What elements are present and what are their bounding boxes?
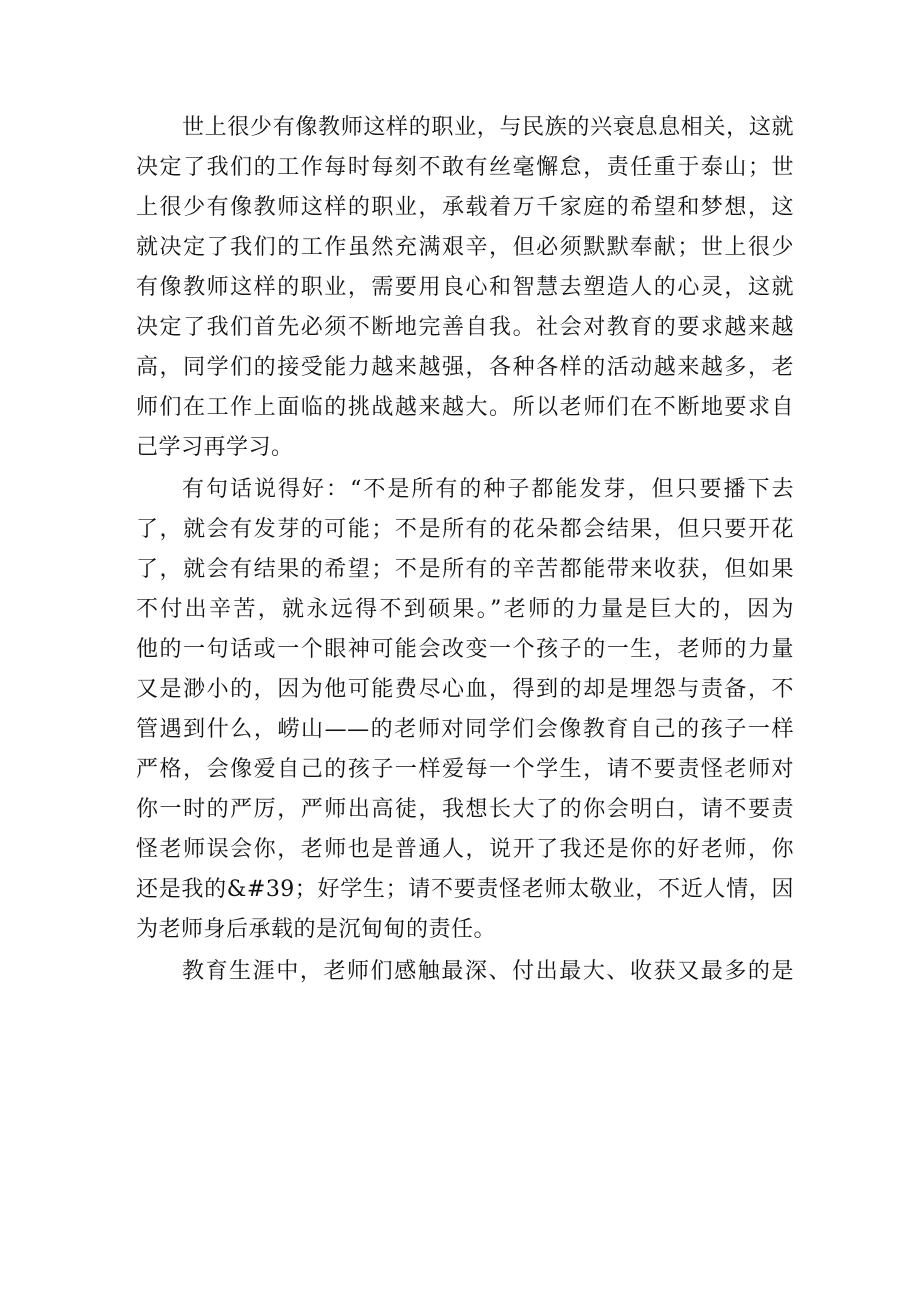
text-line: 管遇到什么，崂山——的老师对同学们会像教育自己的孩子一样 <box>136 717 794 742</box>
text-line: 有句话说得好：“不是所有的种子都能发芽，但只要播下去 <box>182 477 794 502</box>
text-line: 有像教师这样的职业，需要用良心和智慧去塑造人的心灵，这就 <box>136 275 794 300</box>
text-line: 高，同学们的接受能力越来越强，各种各样的活动越来越多，老 <box>136 355 794 380</box>
text-line: 了，就会有结果的希望；不是所有的辛苦都能带来收获，但如果 <box>136 557 794 582</box>
text-line: 他的一句话或一个眼神可能会改变一个孩子的一生，老师的力量 <box>136 637 794 662</box>
text-line: 你一时的严厉，严师出高徒，我想长大了的你会明白，请不要责 <box>136 797 794 822</box>
text-line: 还是我的&#39；好学生；请不要责怪老师太敬业，不近人情，因 <box>136 877 794 902</box>
text-line: 教育生涯中，老师们感触最深、付出最大、收获又最多的是 <box>182 959 794 984</box>
text-line: 己学习再学习。 <box>136 435 294 460</box>
text-line: 了，就会有发芽的可能；不是所有的花朵都会结果，但只要开花 <box>136 517 794 542</box>
text-line: 严格，会像爱自己的孩子一样爱每一个学生，请不要责怪老师对 <box>136 757 794 782</box>
text-line: 师们在工作上面临的挑战越来越大。所以老师们在不断地要求自 <box>136 395 794 420</box>
text-line: 世上很少有像教师这样的职业，与民族的兴衰息息相关，这就 <box>182 115 794 140</box>
text-line: 为老师身后承载的是沉甸甸的责任。 <box>136 917 497 942</box>
text-line: 上很少有像教师这样的职业，承载着万千家庭的希望和梦想，这 <box>136 195 794 220</box>
text-line: 决定了我们首先必须不断地完善自我。社会对教育的要求越来越 <box>136 315 794 340</box>
text-line: 不付出辛苦，就永远得不到硕果。”老师的力量是巨大的，因为 <box>136 597 794 622</box>
text-line: 怪老师误会你，老师也是普通人，说开了我还是你的好老师，你 <box>136 837 794 862</box>
paragraph-3 <box>136 952 794 992</box>
paragraph-2 <box>136 470 794 950</box>
text-line: 又是渺小的，因为他可能费尽心血，得到的却是埋怨与责备，不 <box>136 677 794 702</box>
text-line: 决定了我们的工作每时每刻不敢有丝毫懈怠，责任重于泰山；世 <box>136 155 794 180</box>
document-body <box>136 108 794 994</box>
text-line: 就决定了我们的工作虽然充满艰辛，但必须默默奉献；世上很少 <box>136 235 794 260</box>
paragraph-1 <box>136 108 794 468</box>
